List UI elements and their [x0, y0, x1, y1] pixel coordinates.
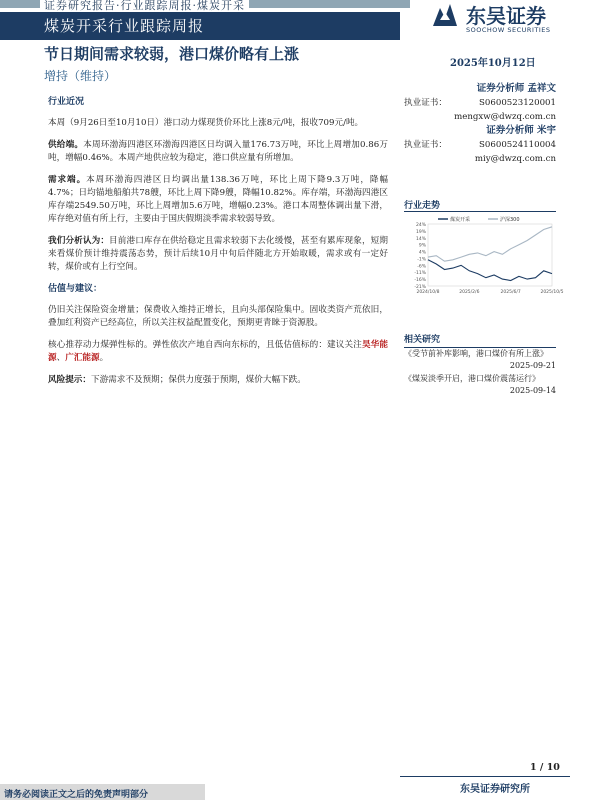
supply-label: 供给端。: [48, 140, 84, 150]
research-item-2[interactable]: 《煤炭淡季开启，港口煤价震荡运行》: [404, 373, 540, 383]
y-tick-label: -6%: [417, 264, 426, 270]
research-date-2: 2025-09-14: [509, 386, 556, 395]
x-tick-label: 2024/10/8: [416, 290, 440, 295]
report-title: 节日期间需求较弱，港口煤价略有上涨: [44, 45, 300, 63]
x-tick-label: 2025/10/5: [540, 290, 564, 295]
paragraph-supply: [48, 139, 388, 165]
stock-2: 广汇能源: [65, 353, 100, 363]
banner-title: 煤炭开采行业跟踪周报: [44, 17, 205, 35]
paragraph-analysis: [48, 235, 388, 274]
analysis-text: 目前港口库存在供给稳定且需求较弱下去化缓慢，甚至有累库现象，短期来看煤价预计维持震荡态势，预计后续10月中旬后伴随北方开始取暖，需求或有一定好转，煤价或有上行空间。: [48, 236, 388, 272]
paragraph-demand: [48, 174, 388, 226]
cert-number: S0600524110004: [479, 140, 556, 150]
paragraph-insurance: 仍旧关注保险资金增量；保费收入维持正增长，且向头部保险集中。固收类资产荒依旧，叠加红利资产已经高位，所以关注权益配置变化，预期更青睐于资源股。: [48, 305, 388, 328]
disclaimer-text: 请务必阅读正文之后的免责声明部分: [4, 790, 149, 800]
y-tick-label: 14%: [415, 236, 426, 242]
footer-rule: [400, 776, 570, 777]
supply-text: 本周环渤海四港区环渤海四港区日均调入量176.73万吨，环比上周增加0.86万吨，增幅0.46%。本周产地供应较为稳定，港口供应量有所增加。: [48, 140, 388, 163]
cert-label: 执业证书：: [404, 98, 447, 108]
industry-heading: 行业近况: [48, 97, 85, 107]
footer-institute: 东吴证券研究所: [460, 784, 530, 795]
analyst-2-email[interactable]: miy@dwzq.com.cn: [474, 154, 556, 164]
paragraph-risk: [48, 374, 388, 387]
series-line-1: [428, 260, 552, 281]
y-tick-label: -16%: [414, 278, 426, 284]
y-tick-label: -1%: [417, 257, 426, 263]
rating: 增持（维持）: [44, 69, 117, 83]
y-tick-label: 19%: [415, 229, 426, 235]
recommend-text: 核心推荐动力煤弹性标的。弹性依次产地自西向东标的，且低估值标的：建议关注: [48, 340, 362, 350]
trend-svg: [404, 212, 564, 300]
legend-label-2: 沪深300: [500, 217, 520, 223]
cert-label: 执业证书：: [404, 140, 447, 150]
legend-label-1: 煤炭开采: [450, 217, 471, 223]
series-line-2: [428, 227, 552, 261]
analyst-1-title: 证券分析师 孟祥文: [476, 83, 556, 94]
trend-heading: 行业走势: [404, 201, 441, 211]
analyst-1-email[interactable]: mengxw@dwzq.com.cn: [454, 112, 556, 122]
y-tick-label: -11%: [414, 271, 426, 277]
recommend-end: 。: [99, 353, 109, 363]
related-research: [404, 334, 556, 398]
analyst-1-cert: [404, 96, 556, 110]
risk-text: 下游需求不及预期；保供力度强于预期，煤价大幅下跌。: [90, 375, 306, 385]
logo-english: SOOCHOW SECURITIES: [466, 26, 551, 34]
page-number: 1 / 10: [530, 762, 560, 773]
y-tick-label: -21%: [414, 285, 426, 290]
research-heading: 相关研究: [404, 335, 441, 345]
analysis-label: 我们分析认为：: [48, 236, 110, 246]
breadcrumb: 证券研究报告·行业跟踪周报·煤炭开采: [40, 0, 249, 13]
soochow-logo-icon: [430, 0, 460, 30]
trend-chart: [404, 198, 564, 298]
y-tick-label: 24%: [415, 223, 426, 228]
valuation-heading: 估值与建议：: [48, 284, 103, 294]
report-date: 2025年10月12日: [450, 58, 536, 69]
main-content: [48, 96, 388, 396]
y-tick-label: 4%: [418, 250, 426, 256]
demand-label: 需求端。: [48, 175, 87, 185]
demand-text: 本周环渤海四港区日均调出量138.36万吨，环比上周下降9.3万吨，降幅4.7%；日均锚地船舶共78艘，环比上周下降9艘，降幅10.82%。库存端，环渤海四港区库存端2549.50万吨，环比上周增加5.6万吨，增幅0.23%。港口本周整体调出量下滑，库存绝对值有所上行，主要由于国庆假期淡季需求较弱导致。: [48, 175, 388, 224]
y-tick-label: 9%: [418, 243, 426, 249]
stock-1: 昊华能源: [48, 340, 388, 363]
logo-text: 东吴证券: [466, 4, 546, 28]
paragraph-recommend: [48, 339, 388, 365]
risk-label: 风险提示：: [48, 375, 91, 385]
research-item-1[interactable]: 《受节前补库影响，港口煤价有所上涨》: [404, 348, 548, 358]
analyst-2-cert: [404, 138, 556, 152]
x-tick-label: 2025/2/6: [459, 290, 480, 295]
stock-sep: 、: [56, 353, 66, 363]
cert-number: S0600523120001: [479, 98, 556, 108]
x-tick-label: 2025/6/7: [500, 290, 521, 295]
analyst-2-title: 证券分析师 米宇: [486, 125, 556, 136]
analyst-panel: [404, 82, 556, 166]
paragraph-price: 本周（9月26日至10月10日）港口动力煤现货价环比上涨8元/吨，报收709元/吨。: [48, 118, 364, 128]
research-date-1: 2025-09-21: [509, 361, 556, 370]
